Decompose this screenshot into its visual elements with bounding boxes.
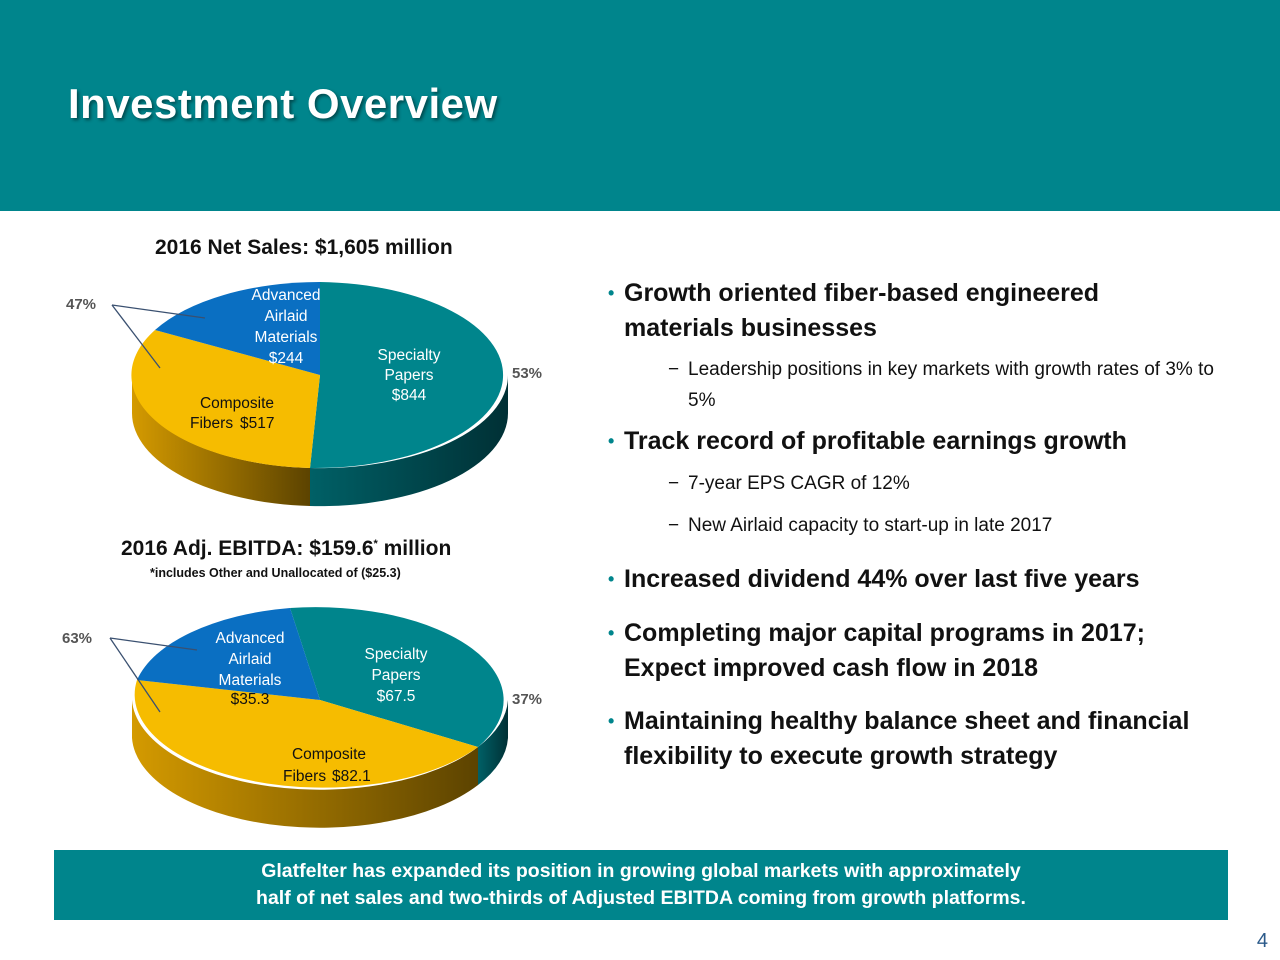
bullet-marker: •: [608, 711, 615, 731]
sub-bullet-marker: −: [668, 359, 680, 380]
chart2-title-sup: *: [373, 538, 378, 550]
sub-bullet-item: [668, 468, 1228, 499]
banner-line-2: half of net sales and two-thirds of Adjusted EBITDA coming from growth platforms.: [256, 887, 1026, 909]
bullet-item: [608, 704, 1238, 774]
pie1-airlaid-label: Advanced Airlaid Materials: [251, 287, 321, 346]
pie2-specialty-value: $67.5: [376, 688, 416, 705]
chart2-title-main: 2016 Adj. EBITDA: $159.6: [121, 537, 374, 560]
page-number: 4: [1256, 930, 1268, 952]
pie2-composite-label-2: Fibers: [283, 768, 327, 785]
bullet-item: [608, 616, 1228, 686]
sub-bullet-text: 7-year EPS CAGR of 12%: [688, 473, 910, 494]
pie-charts: [0, 0, 620, 850]
pie1-specialty-pct: 53%: [512, 365, 543, 382]
sub-bullet-text: New Airlaid capacity to start-up in late 2017: [688, 515, 1053, 536]
bullet-text: Maintaining healthy balance sheet and financial flexibility to execute growth strategy: [624, 707, 1190, 770]
page-title: Investment Overview: [68, 80, 498, 127]
pie2-airlaid-value: $35.3: [230, 691, 270, 708]
bullet-text: Increased dividend 44% over last five years: [624, 565, 1140, 593]
sub-bullet-text: Leadership positions in key markets with growth rates of 3% to 5%: [688, 359, 1214, 411]
pie1-specialty-value: $844: [391, 387, 427, 404]
bullet-text: Track record of profitable earnings growth: [624, 427, 1127, 455]
bullet-item: [608, 562, 1228, 597]
bullet-item: [608, 276, 1208, 346]
sub-bullet-marker: −: [668, 515, 680, 536]
bullet-marker: •: [608, 283, 615, 303]
pie2-specialty-pct: 37%: [512, 691, 543, 708]
bullet-text: Growth oriented fiber-based engineered materials businesses: [624, 279, 1100, 342]
chart2-title-suffix: million: [377, 537, 452, 560]
sub-bullet-item: [668, 354, 1228, 416]
pie2-composite-value: $82.1: [332, 768, 371, 785]
pie2-airlaid-label: Advanced Airlaid Materials: [215, 630, 285, 689]
summary-banner: [54, 850, 1228, 920]
pie1-composite-label-2: Fibers: [190, 415, 234, 432]
pie1-composite-value: $517: [240, 415, 275, 432]
pie2-specialty-label: Specialty Papers: [364, 646, 428, 684]
pie1: [66, 282, 542, 506]
pie2-growth-pct: 63%: [62, 630, 93, 647]
sub-bullet-item: [668, 510, 1228, 541]
pie2-composite-label: Composite: [291, 746, 367, 763]
bullet-marker: •: [608, 623, 615, 643]
banner-line-1: Glatfelter has expanded its position in growing global markets with approximately: [261, 860, 1021, 882]
pie1-airlaid-value: $244: [268, 350, 304, 367]
bullet-marker: •: [608, 431, 615, 451]
sub-bullet-marker: −: [668, 473, 680, 494]
bullet-text: Completing major capital programs in 2017; Expect improved cash flow in 2018: [624, 619, 1145, 682]
pie1-growth-pct: 47%: [66, 296, 97, 313]
chart2-note: *includes Other and Unallocated of ($25.3): [150, 566, 401, 580]
pie1-specialty-label: Specialty Papers: [377, 347, 441, 384]
bullet-marker: •: [608, 569, 615, 589]
pie1-composite-label: Composite: [199, 395, 275, 412]
chart1-title: 2016 Net Sales: $1,605 million: [155, 236, 453, 259]
pie2: [62, 607, 542, 828]
bullet-item: [608, 424, 1228, 459]
